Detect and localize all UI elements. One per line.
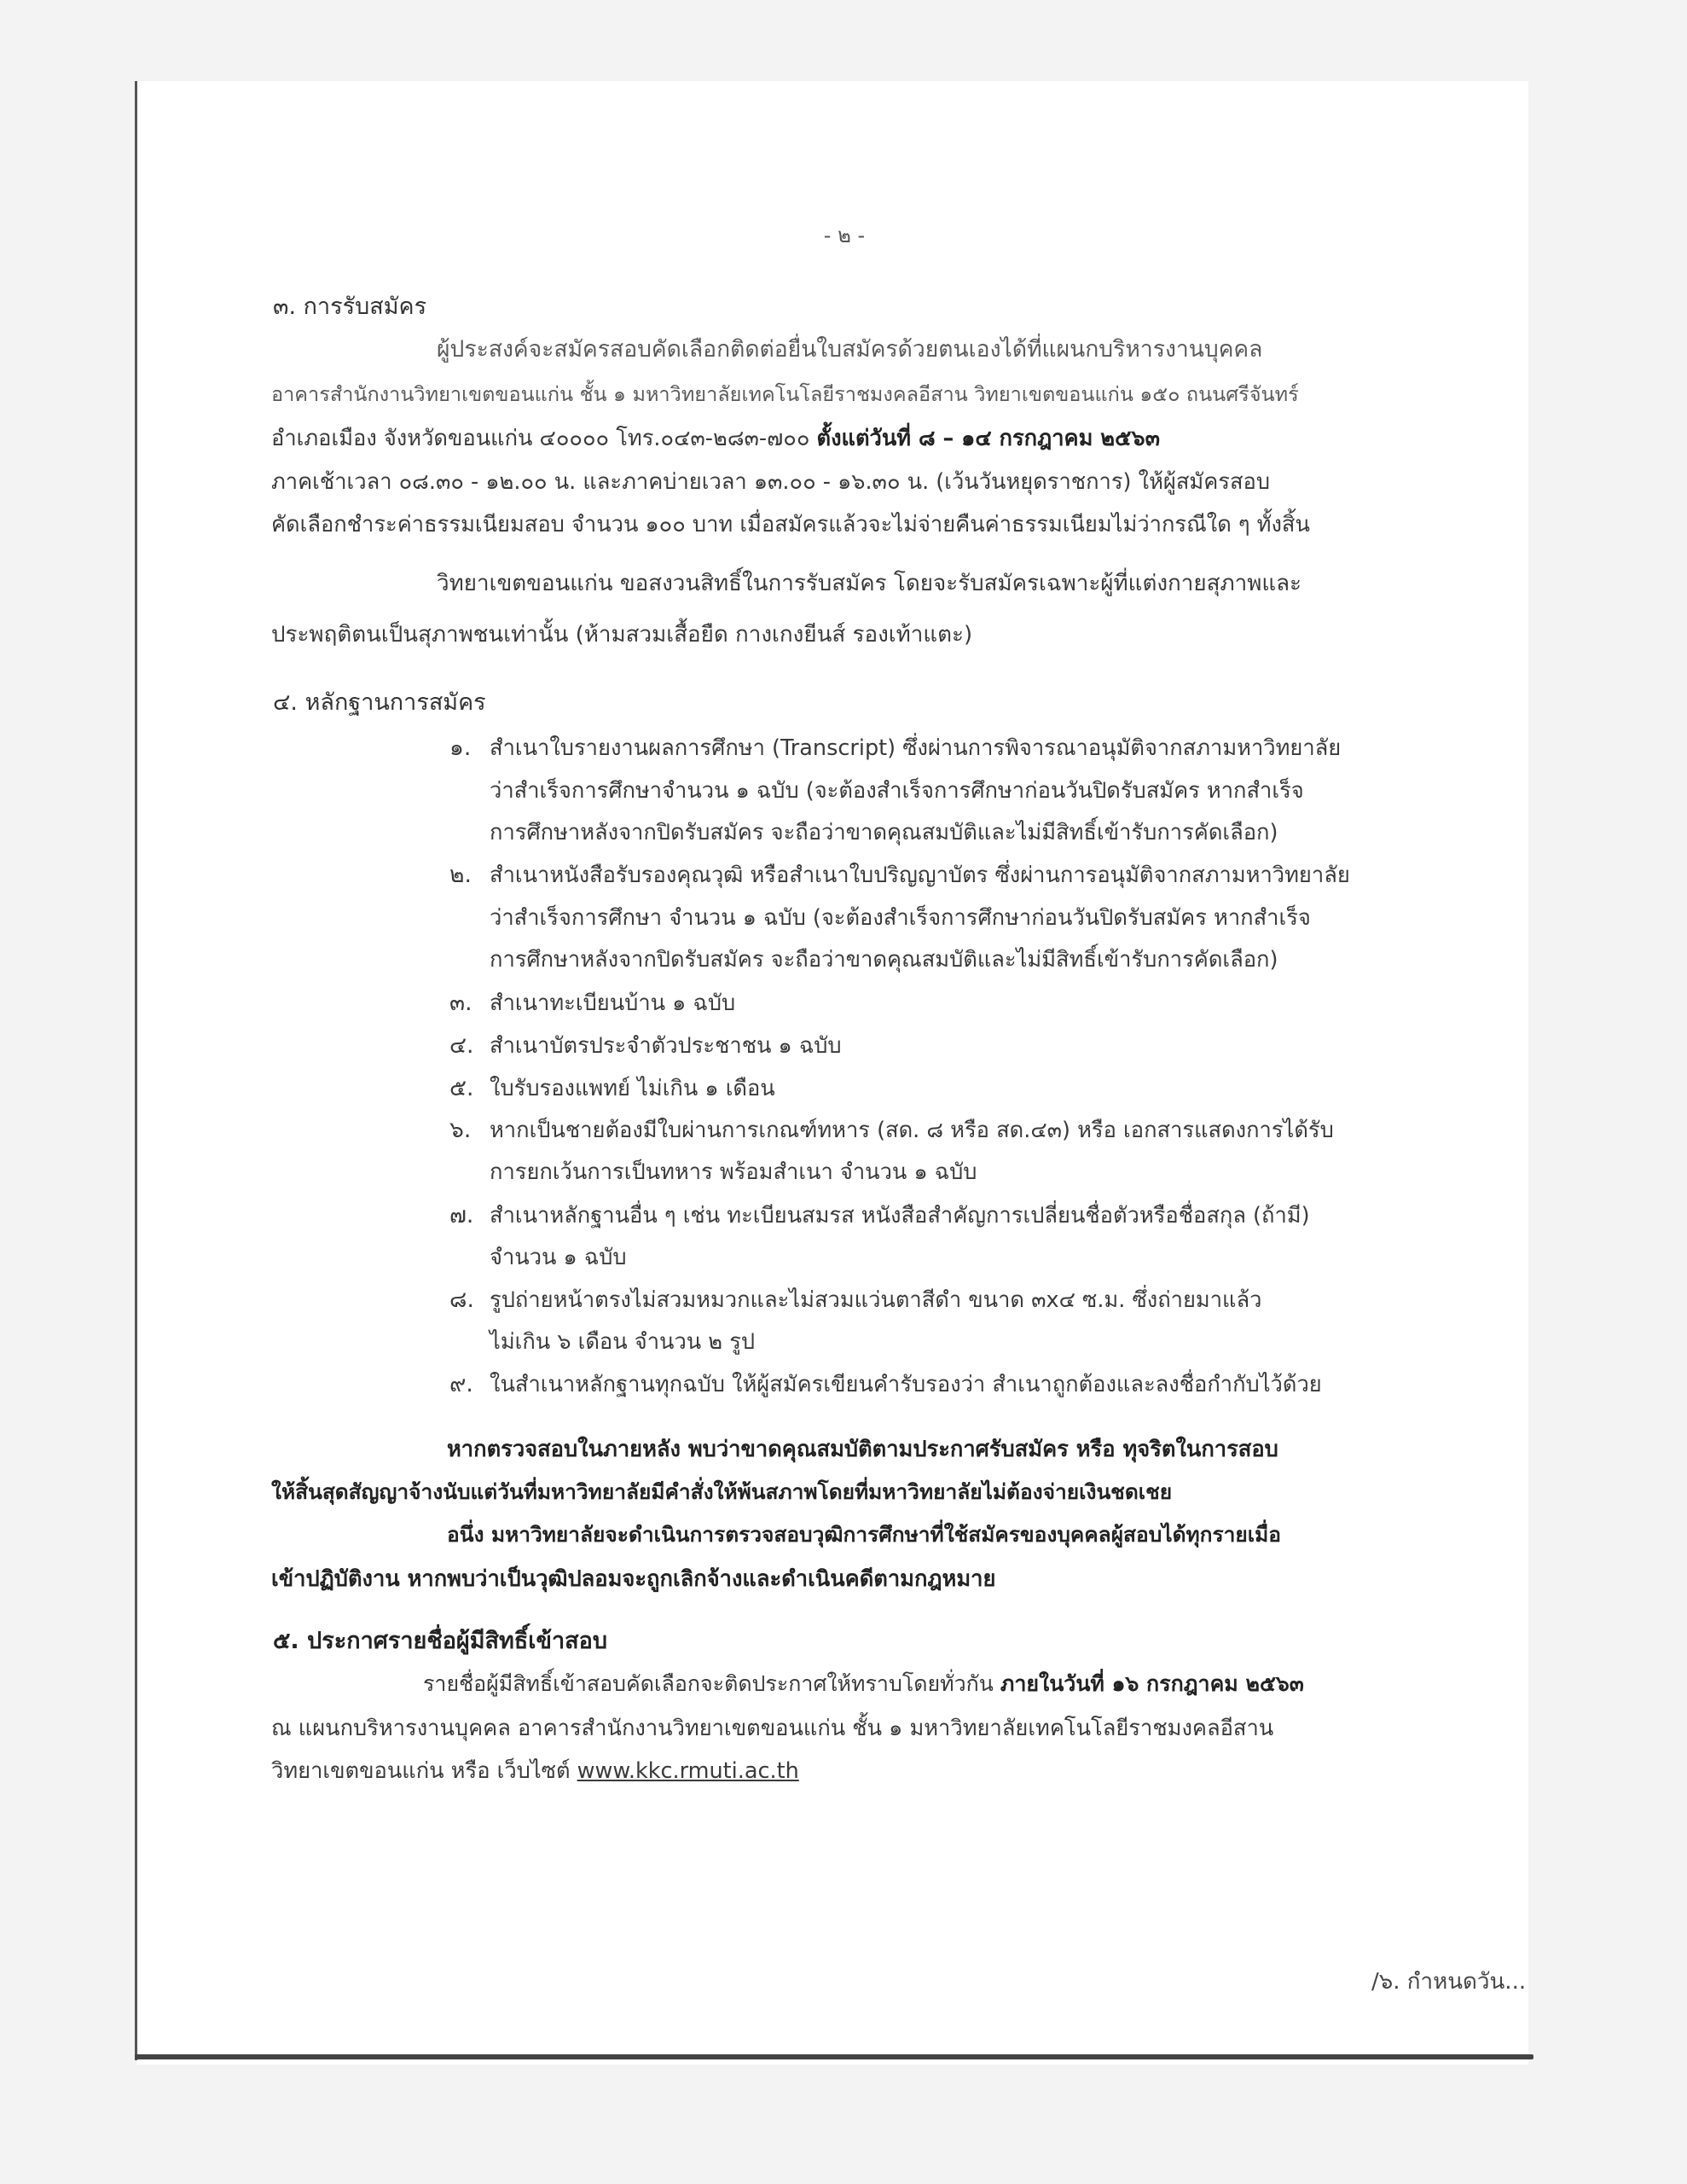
section-5-line3-text: วิทยาเขตขอนแก่น หรือ เว็บไซต์ xyxy=(271,1758,571,1784)
item-2-line2: ว่าสำเร็จการศึกษา จำนวน ๑ ฉบับ (จะต้องสำเร็จการศึกษาก่อนวันปิดรับสมัคร หากสำเร็จ xyxy=(490,905,1311,931)
item-8-line1: รูปถ่ายหน้าตรงไม่สวมหมวกและไม่สวมแว่นตาสีดำ ขนาด ๓x๔ ซ.ม. ซึ่งถ่ายมาแล้ว xyxy=(490,1287,1262,1313)
section-3-heading: ๓. การรับสมัคร xyxy=(273,293,427,320)
item-6-line2: การยกเว้นการเป็นทหาร พร้อมสำเนา จำนวน ๑ ฉบับ xyxy=(490,1159,977,1185)
website-link[interactable]: www.kkc.rmuti.ac.th xyxy=(577,1758,799,1784)
item-6-number: ๖. xyxy=(449,1117,472,1143)
section-3-p1-line5: คัดเลือกชำระค่าธรรมเนียมสอบ จำนวน ๑๐๐ บาท เมื่อสมัครแล้วจะไม่จ่ายคืนค่าธรรมเนียมไม่ว่ากรณีใด ๆ ทั้งสิ้น xyxy=(271,512,1310,537)
item-1-line2: ว่าสำเร็จการศึกษาจำนวน ๑ ฉบับ (จะต้องสำเร็จการศึกษาก่อนวันปิดรับสมัคร หากสำเร็จ xyxy=(490,778,1304,804)
section-3-date-range: ตั้งแต่วันที่ ๘ – ๑๔ กรกฎาคม ๒๕๖๓ xyxy=(816,426,1161,451)
page-edge-left xyxy=(135,81,137,2060)
section-5-line3 xyxy=(271,1751,799,1792)
item-7-line2: จำนวน ๑ ฉบับ xyxy=(490,1245,627,1270)
section-5-heading: ๕. ประกาศรายชื่อผู้มีสิทธิ์เข้าสอบ xyxy=(273,1628,607,1654)
section-5-line2: ณ แผนกบริหารงานบุคคล อาคารสำนักงานวิทยาเขตขอนแก่น ชั้น ๑ มหาวิทยาลัยเทคโนโลยีราชมงคลอีสาน xyxy=(271,1716,1274,1741)
item-9-number: ๙. xyxy=(449,1371,473,1397)
section-5-line1-text: รายชื่อผู้มีสิทธิ์เข้าสอบคัดเลือกจะติดประกาศให้ทราบโดยทั่วกัน xyxy=(423,1671,994,1696)
item-8-number: ๘. xyxy=(449,1287,474,1313)
item-9-line1: ในสำเนาหลักฐานทุกฉบับ ให้ผู้สมัครเขียนคำรับรองว่า สำเนาถูกต้องและลงชื่อกำกับไว้ด้วย xyxy=(490,1372,1322,1397)
warning-line4: เข้าปฏิบัติงาน หากพบว่าเป็นวุฒิปลอมจะถูกเลิกจ้างและดำเนินคดีตามกฎหมาย xyxy=(271,1566,996,1592)
item-4-number: ๔. xyxy=(449,1032,474,1059)
item-5-line1: ใบรับรองแพทย์ ไม่เกิน ๑ เดือน xyxy=(490,1076,775,1101)
section-4-heading: ๔. หลักฐานการสมัคร xyxy=(273,689,486,716)
item-7-line1: สำเนาหลักฐานอื่น ๆ เช่น ทะเบียนสมรส หนังสือสำคัญการเปลี่ยนชื่อตัวหรือชื่อสกุล (ถ้ามี) xyxy=(490,1203,1310,1228)
warning-line2: ให้สิ้นสุดสัญญาจ้างนับแต่วันที่มหาวิทยาลัยมีคำสั่งให้พ้นสภาพโดยที่มหาวิทยาลัยไม่ต้องจ่ายเงินชดเชย xyxy=(271,1479,1173,1504)
section-3-p1-line4: ภาคเช้าเวลา ๐๘.๓๐ - ๑๒.๐๐ น. และภาคบ่ายเวลา ๑๓.๐๐ - ๑๖.๓๐ น. (เว้นวันหยุดราชการ) ให้ผู้สมัครสอบ xyxy=(271,469,1271,495)
page-edge-bottom xyxy=(135,2054,1533,2059)
section-5-line1 xyxy=(423,1664,1304,1705)
section-5-announce-date: ภายในวันที่ ๑๖ กรกฎาคม ๒๕๖๓ xyxy=(1000,1671,1304,1696)
item-8-line2: ไม่เกิน ๖ เดือน จำนวน ๒ รูป xyxy=(490,1329,756,1355)
section-3-p1-line3 xyxy=(271,418,1160,459)
section-3-p1-line2: อาคารสำนักงานวิทยาเขตขอนแก่น ชั้น ๑ มหาวิทยาลัยเทคโนโลยีราชมงคลอีสาน วิทยาเขตขอนแก่น ๑๕๐ ถนนศรีจันทร์ xyxy=(271,382,1299,406)
item-2-line1: สำเนาหนังสือรับรองคุณวุฒิ หรือสำเนาใบปริญญาบัตร ซึ่งผ่านการอนุมัติจากสภามหาวิทยาลัย xyxy=(490,863,1350,888)
section-3-p2-line1: วิทยาเขตขอนแก่น ขอสงวนสิทธิ์ในการรับสมัคร โดยจะรับสมัครเฉพาะผู้ที่แต่งกายสุภาพและ xyxy=(437,571,1301,596)
item-3-line1: สำเนาทะเบียนบ้าน ๑ ฉบับ xyxy=(490,990,736,1016)
item-1-line3: การศึกษาหลังจากปิดรับสมัคร จะถือว่าขาดคุณสมบัติและไม่มีสิทธิ์เข้ารับการคัดเลือก) xyxy=(490,820,1278,845)
item-4-line1: สำเนาบัตรประจำตัวประชาชน ๑ ฉบับ xyxy=(490,1033,842,1059)
item-5-number: ๕. xyxy=(449,1075,474,1101)
item-1-line1: สำเนาใบรายงานผลการศึกษา (Transcript) ซึ่งผ่านการพิจารณาอนุมัติจากสภามหาวิทยาลัย xyxy=(490,735,1342,761)
item-6-line1: หากเป็นชายต้องมีใบผ่านการเกณฑ์ทหาร (สด. ๘ หรือ สด.๔๓) หรือ เอกสารแสดงการได้รับ xyxy=(490,1118,1334,1143)
next-page-reference: /๖. กำหนดวัน... xyxy=(1371,1969,1527,1995)
item-3-number: ๓. xyxy=(449,990,472,1016)
section-3-p2-line2: ประพฤติตนเป็นสุภาพชนเท่านั้น (ห้ามสวมเสื้อยืด กางเกงยีนส์ รองเท้าแตะ) xyxy=(271,622,973,648)
item-1-number: ๑. xyxy=(449,735,472,761)
section-3-contact: อำเภอเมือง จังหวัดขอนแก่น ๔๐๐๐๐ โทร.๐๔๓-๒๘๓-๗๐๐ xyxy=(271,426,810,451)
item-2-line3: การศึกษาหลังจากปิดรับสมัคร จะถือว่าขาดคุณสมบัติและไม่มีสิทธิ์เข้ารับการคัดเลือก) xyxy=(490,947,1278,973)
page-number: - ๒ - xyxy=(823,224,866,247)
item-2-number: ๒. xyxy=(449,862,472,888)
warning-line3: อนึ่ง มหาวิทยาลัยจะดำเนินการตรวจสอบวุฒิการศึกษาที่ใช้สมัครของบุคคลผู้สอบได้ทุกรายเมื่อ xyxy=(447,1522,1282,1547)
item-7-number: ๗. xyxy=(449,1202,474,1228)
section-3-p1-line1: ผู้ประสงค์จะสมัครสอบคัดเลือกติดต่อยื่นใบสมัครด้วยตนเองได้ที่แผนกบริหารงานบุคคล xyxy=(437,336,1263,363)
warning-line1: หากตรวจสอบในภายหลัง พบว่าขาดคุณสมบัติตามประกาศรับสมัคร หรือ ทุจริตในการสอบ xyxy=(447,1437,1278,1462)
